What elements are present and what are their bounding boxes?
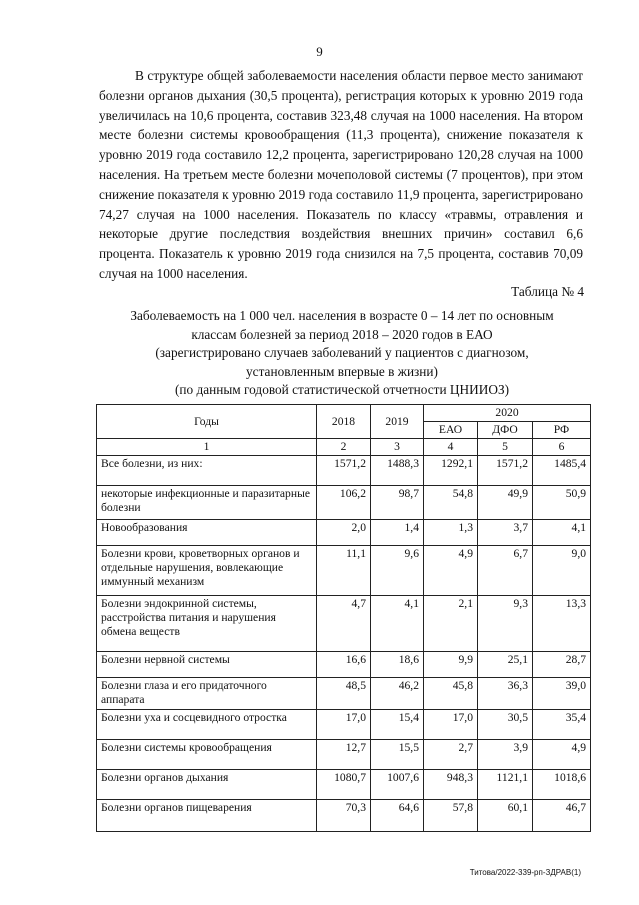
index-cell: 4 bbox=[424, 439, 478, 456]
table-row bbox=[97, 710, 591, 740]
value-cell: 9,9 bbox=[424, 652, 478, 678]
table-row bbox=[97, 652, 591, 678]
value-cell: 64,6 bbox=[371, 800, 424, 832]
caption-line-3: (зарегистрировано случаев заболеваний у пациентов с диагнозом, bbox=[155, 345, 529, 360]
value-cell: 1571,2 bbox=[478, 456, 533, 486]
disease-class-name: Болезни нервной системы bbox=[97, 652, 317, 678]
header-2018: 2018 bbox=[317, 405, 371, 439]
value-cell: 9,3 bbox=[478, 596, 533, 652]
value-cell: 30,5 bbox=[478, 710, 533, 740]
value-cell: 1,3 bbox=[424, 520, 478, 546]
value-cell: 1571,2 bbox=[317, 456, 371, 486]
body-paragraph: В структуре общей заболеваемости населения области первое место занимают болезни органов дыхания (30,5 процента), регистрация которых к уровню 2019 года увеличилась на 10,6 процента, составив 323,48 случая на 1000 населения. На втором месте болезни системы кровообращения (11,3 процента), снижение показателя к уровню 2019 года составило 12,2 процента, зарегистрировано 120,28 случая на 1000 населения. На третьем месте болезни мочеполовой системы (7 процентов), при этом снижение показателя к уровню 2019 года составило 11,9 процента, зарегистрировано 74,27 случая на 1000 населения. Показатель по классу «травмы, отравления и некоторые другие последствия воздействия внешних причин» составил 6,6 процента. Показатель к уровню 2019 года снизился на 7,5 процента, составив 70,09 случая на 1000 населения. bbox=[99, 68, 583, 281]
value-cell: 4,1 bbox=[371, 596, 424, 652]
value-cell: 15,4 bbox=[371, 710, 424, 740]
value-cell: 2,0 bbox=[317, 520, 371, 546]
table-row bbox=[97, 456, 591, 486]
header-2020: 2020 bbox=[424, 405, 591, 422]
index-cell: 3 bbox=[371, 439, 424, 456]
value-cell: 13,3 bbox=[533, 596, 591, 652]
value-cell: 6,7 bbox=[478, 546, 533, 596]
value-cell: 98,7 bbox=[371, 486, 424, 520]
value-cell: 57,8 bbox=[424, 800, 478, 832]
disease-class-name: Болезни органов пищеварения bbox=[97, 800, 317, 832]
index-cell: 6 bbox=[533, 439, 591, 456]
caption-line-2: классам болезней за период 2018 – 2020 годов в ЕАО bbox=[191, 326, 493, 342]
value-cell: 18,6 bbox=[371, 652, 424, 678]
value-cell: 60,1 bbox=[478, 800, 533, 832]
value-cell: 4,9 bbox=[533, 740, 591, 770]
table-row bbox=[97, 740, 591, 770]
table-row bbox=[97, 770, 591, 800]
value-cell: 15,5 bbox=[371, 740, 424, 770]
value-cell: 46,7 bbox=[533, 800, 591, 832]
value-cell: 35,4 bbox=[533, 710, 591, 740]
value-cell: 1080,7 bbox=[317, 770, 371, 800]
disease-class-name: Болезни системы кровообращения bbox=[97, 740, 317, 770]
index-row bbox=[97, 439, 591, 456]
header-rf: РФ bbox=[533, 422, 591, 439]
morbidity-table bbox=[96, 404, 591, 832]
disease-class-name: Болезни крови, кроветворных органов и отдельные нарушения, вовлекающие иммунный механизм bbox=[97, 546, 317, 596]
value-cell: 12,7 bbox=[317, 740, 371, 770]
value-cell: 25,1 bbox=[478, 652, 533, 678]
value-cell: 1018,6 bbox=[533, 770, 591, 800]
value-cell: 3,9 bbox=[478, 740, 533, 770]
value-cell: 46,2 bbox=[371, 678, 424, 710]
value-cell: 2,1 bbox=[424, 596, 478, 652]
value-cell: 1,4 bbox=[371, 520, 424, 546]
table-row bbox=[97, 800, 591, 832]
value-cell: 4,9 bbox=[424, 546, 478, 596]
table-row bbox=[97, 486, 591, 520]
disease-class-name: Новообразования bbox=[97, 520, 317, 546]
disease-class-name: Болезни органов дыхания bbox=[97, 770, 317, 800]
value-cell: 4,1 bbox=[533, 520, 591, 546]
value-cell: 1007,6 bbox=[371, 770, 424, 800]
header-dfo: ДФО bbox=[478, 422, 533, 439]
value-cell: 45,8 bbox=[424, 678, 478, 710]
value-cell: 9,0 bbox=[533, 546, 591, 596]
table-row bbox=[97, 546, 591, 596]
header-eao: ЕАО bbox=[424, 422, 478, 439]
value-cell: 1485,4 bbox=[533, 456, 591, 486]
value-cell: 1121,1 bbox=[478, 770, 533, 800]
index-cell: 1 bbox=[97, 439, 317, 456]
disease-class-name: Болезни эндокринной системы, расстройства питания и нарушения обмена веществ bbox=[97, 596, 317, 652]
document-footer: Титова/2022-339-рп-ЗДРАВ(1) bbox=[469, 868, 581, 877]
disease-class-name: Все болезни, из них: bbox=[97, 456, 317, 486]
value-cell: 50,9 bbox=[533, 486, 591, 520]
caption-line-5: (по данным годовой статистической отчетности ЦНИИОЗ) bbox=[174, 382, 510, 397]
table-caption bbox=[96, 307, 588, 400]
disease-class-name: Болезни глаза и его придаточного аппарата bbox=[97, 678, 317, 710]
value-cell: 39,0 bbox=[533, 678, 591, 710]
value-cell: 3,7 bbox=[478, 520, 533, 546]
disease-class-name: Болезни уха и сосцевидного отростка bbox=[97, 710, 317, 740]
value-cell: 9,6 bbox=[371, 546, 424, 596]
table-row bbox=[97, 520, 591, 546]
value-cell: 1292,1 bbox=[424, 456, 478, 486]
value-cell: 49,9 bbox=[478, 486, 533, 520]
header-2019: 2019 bbox=[371, 405, 424, 439]
table-row bbox=[97, 596, 591, 652]
value-cell: 70,3 bbox=[317, 800, 371, 832]
value-cell: 17,0 bbox=[317, 710, 371, 740]
index-cell: 5 bbox=[478, 439, 533, 456]
table-row bbox=[97, 678, 591, 710]
value-cell: 2,7 bbox=[424, 740, 478, 770]
value-cell: 28,7 bbox=[533, 652, 591, 678]
caption-line-4: установленным впервые в жизни) bbox=[246, 363, 438, 379]
value-cell: 4,7 bbox=[317, 596, 371, 652]
value-cell: 948,3 bbox=[424, 770, 478, 800]
value-cell: 36,3 bbox=[478, 678, 533, 710]
caption-line-1: Заболеваемость на 1 000 чел. населения в возрасте 0 – 14 лет по основным bbox=[130, 308, 554, 323]
table-number: Таблица № 4 bbox=[511, 284, 584, 299]
disease-class-name: некоторые инфекционные и паразитарные болезни bbox=[97, 486, 317, 520]
value-cell: 11,1 bbox=[317, 546, 371, 596]
header-years: Годы bbox=[97, 405, 317, 439]
page-number: 9 bbox=[316, 44, 323, 59]
value-cell: 48,5 bbox=[317, 678, 371, 710]
value-cell: 17,0 bbox=[424, 710, 478, 740]
value-cell: 16,6 bbox=[317, 652, 371, 678]
index-cell: 2 bbox=[317, 439, 371, 456]
value-cell: 106,2 bbox=[317, 486, 371, 520]
value-cell: 54,8 bbox=[424, 486, 478, 520]
value-cell: 1488,3 bbox=[371, 456, 424, 486]
